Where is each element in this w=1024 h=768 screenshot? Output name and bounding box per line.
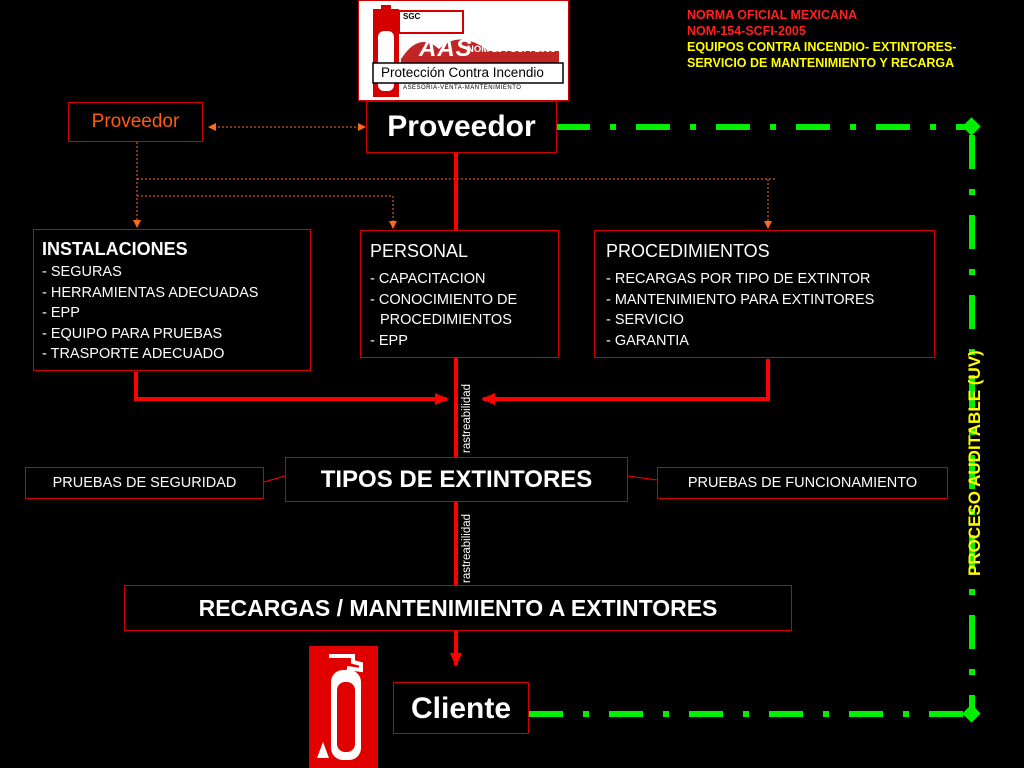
pruebas-funcionamiento-label: PRUEBAS DE FUNCIONAMIENTO (687, 475, 918, 491)
list-item: - MANTENIMIENTO PARA EXTINTORES (606, 291, 875, 308)
instalaciones-list (42, 262, 258, 365)
pruebas-seguridad-box (25, 467, 264, 499)
proveedor-small-label: Proveedor (91, 111, 180, 132)
norma-line-3: EQUIPOS CONTRA INCENDIO- EXTINTORES- (687, 40, 957, 54)
list-item: - HERRAMIENTAS ADECUADAS (42, 284, 259, 301)
proceso-auditable-label: PROCESO AUDITABLE (UV) (965, 350, 984, 576)
logo-nom: NOM 154 SCFI 2005 (467, 44, 556, 55)
logo-tagline: ASESORIA-VENTA-MANTENIMIENTO (403, 85, 522, 91)
list-item: - SERVICIO (606, 312, 684, 328)
norma-line-1: NORMA OFICIAL MEXICANA (687, 8, 858, 22)
recargas-box (124, 585, 792, 631)
personal-title: PERSONAL (370, 241, 469, 261)
list-item: - SEGURAS (42, 264, 122, 280)
personal-box (360, 230, 559, 358)
logo-brand: AAS (419, 35, 473, 62)
list-item: - EPP (42, 305, 80, 321)
proveedor-main-label: Proveedor (387, 110, 536, 143)
list-item: - RECARGAS POR TIPO DE EXTINTOR (606, 271, 871, 287)
pruebas-funcionamiento-box (657, 467, 948, 499)
list-item: - CONOCIMIENTO DE (370, 291, 518, 308)
norma-header (687, 7, 956, 71)
procedimientos-title: PROCEDIMIENTOS (606, 241, 770, 261)
cliente-box (393, 682, 529, 734)
proveedor-small-box (68, 102, 203, 142)
norma-line-2: NOM-154-SCFI-2005 (687, 24, 806, 38)
procedimientos-box (594, 230, 935, 358)
cliente-label: Cliente (410, 692, 512, 725)
procedimientos-list (606, 269, 874, 351)
personal-list (370, 269, 517, 351)
instalaciones-box (33, 229, 311, 371)
rastreabilidad-label-bottom: rastreabilidad (461, 513, 473, 583)
instalaciones-title: INSTALACIONES (42, 239, 188, 259)
list-item: - EQUIPO PARA PRUEBAS (42, 325, 223, 342)
list-item: - EPP (370, 332, 408, 349)
recargas-label: RECARGAS / MANTENIMIENTO A EXTINTORES (198, 595, 718, 621)
tipos-extintores-box (285, 457, 628, 502)
list-item: - GARANTIA (606, 332, 689, 349)
pruebas-seguridad-label: PRUEBAS DE SEGURIDAD (52, 475, 237, 491)
logo-sgc: SGC (403, 12, 421, 21)
list-item: - TRASPORTE ADECUADO (42, 346, 225, 362)
proveedor-main-box (366, 101, 557, 153)
norma-line-4: SERVICIO DE MANTENIMIENTO Y RECARGA (687, 56, 955, 70)
fire-extinguisher-sign-icon (309, 646, 378, 768)
list-item: PROCEDIMIENTOS (380, 312, 512, 328)
rastreabilidad-label-top: rastreabilidad (461, 383, 473, 453)
logo-title: Protección Contra Incendio (381, 65, 544, 80)
company-logo (358, 0, 569, 101)
list-item: - CAPACITACION (370, 271, 486, 287)
tipos-extintores-label: TIPOS DE EXTINTORES (320, 466, 593, 493)
